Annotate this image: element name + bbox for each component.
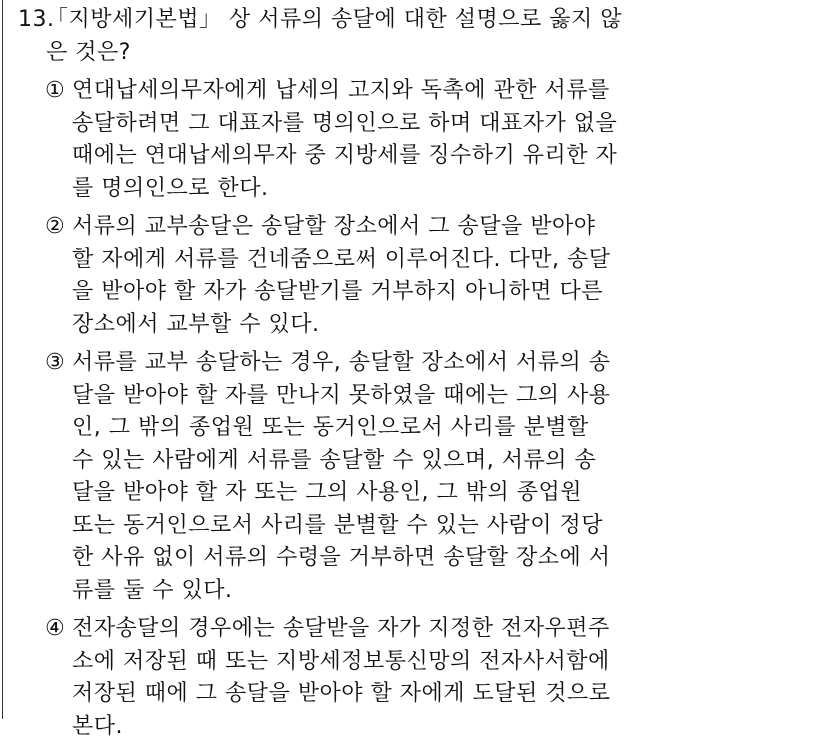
- choice-text-line: 연대납세의무자에게 납세의 고지와 독촉에 관한 서류를: [72, 75, 622, 108]
- choice-text-line: 전자송달의 경우에는 송달받을 자가 지정한 전자우편주: [72, 613, 622, 646]
- choice-text-line: 류를 둘 수 있다.: [72, 575, 622, 608]
- question-stem-line: [18, 4, 622, 37]
- choice-text-line: 장소에서 교부할 수 있다.: [72, 309, 622, 342]
- choice-number: ③: [45, 347, 65, 380]
- choice-text-line: 달을 받아야 할 자 또는 그의 사용인, 그 밖의 종업원: [72, 477, 622, 510]
- choice-text-line: 을 받아야 할 자가 송달받기를 거부하지 아니하면 다른: [72, 276, 622, 309]
- choice-3[interactable]: [18, 347, 622, 607]
- choice-text-line: 때에는 연대납세의무자 중 지방세를 징수하기 유리한 자: [72, 140, 622, 173]
- choice-text-line: 본다.: [72, 711, 622, 743]
- choice-text-line: 저장된 때에 그 송달을 받아야 할 자에게 도달된 것으로: [72, 678, 622, 711]
- choice-2[interactable]: [18, 211, 622, 341]
- choice-number: ①: [45, 75, 65, 108]
- choice-number: ②: [45, 211, 65, 244]
- choice-text-line: 또는 동거인으로서 사리를 분별할 수 있는 사람이 정당: [72, 510, 622, 543]
- choice-text-line: 를 명의인으로 한다.: [72, 173, 622, 206]
- choice-text-line: 한 사유 없이 서류의 수령을 거부하면 송달할 장소에 서: [72, 542, 622, 575]
- choice-number: ④: [45, 613, 65, 646]
- question-stem-line: 은 것은?: [18, 37, 622, 70]
- choice-text-line: 달을 받아야 할 자를 만나지 못하였을 때에는 그의 사용: [72, 380, 622, 413]
- choice-1[interactable]: [18, 75, 622, 205]
- question-block: [18, 4, 622, 743]
- choice-text-line: 수 있는 사람에게 서류를 송달할 수 있으며, 서류의 송: [72, 445, 622, 478]
- choice-text-line: 인, 그 밖의 종업원 또는 동거인으로서 사리를 분별할: [72, 412, 622, 445]
- choice-text-line: 송달하려면 그 대표자를 명의인으로 하며 대표자가 없을: [72, 108, 622, 141]
- choice-4[interactable]: [18, 613, 622, 743]
- choice-text-line: 소에 저장된 때 또는 지방세정보통신망의 전자사서함에: [72, 646, 622, 679]
- question-text: 「지방세기본법」 상 서류의 송달에 대한 설명으로 옳지 않: [46, 7, 622, 32]
- left-border: [2, 0, 3, 719]
- choice-text-line: 서류를 교부 송달하는 경우, 송달할 장소에서 서류의 송: [72, 347, 622, 380]
- question-number: 13.: [18, 4, 46, 37]
- choice-text-line: 서류의 교부송달은 송달할 장소에서 그 송달을 받아야: [72, 211, 622, 244]
- choice-text-line: 할 자에게 서류를 건네줌으로써 이루어진다. 다만, 송달: [72, 244, 622, 277]
